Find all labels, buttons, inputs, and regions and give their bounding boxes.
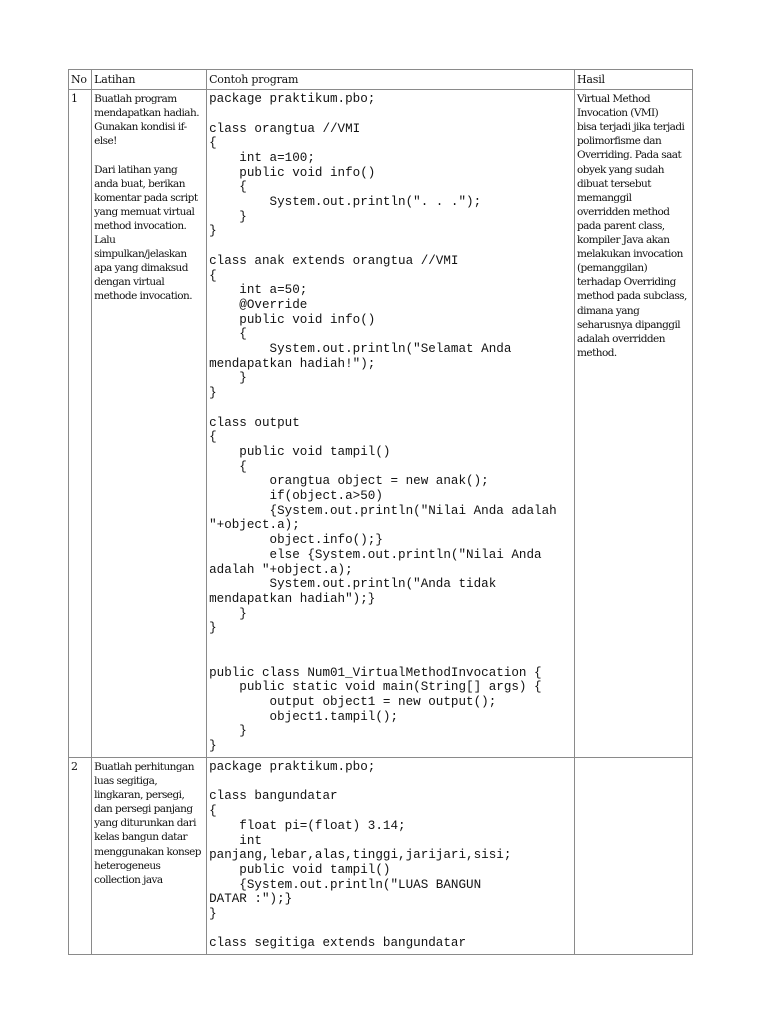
row-number: 1 xyxy=(71,92,78,106)
table-header-row xyxy=(69,70,693,90)
row-number: 2 xyxy=(71,760,78,774)
header-contoh-program: Contoh program xyxy=(207,70,575,90)
latihan-text: Buatlah program mendapatkan hadiah. Gunakan kondisi if- else! Dari latihan yang anda buat, berikan komentar pada script yang memuat virtual method invocation. Lalu simpulkan/jelaskan apa yang dimaksud dengan virtual methode invocation. xyxy=(94,93,200,303)
hasil-text: Virtual Method Invocation (VMI) bisa terjadi jika terjadi polimorfisme dan Overriding. Pada saat obyek yang sudah dibuat tersebut memanggil overridden method pada parent class, kompiler Java akan melakukan invocation (pemanggilan) terhadap Overriding method pada subclass, dimana yang seharusnya dipanggil adalah overridden method. xyxy=(577,93,687,359)
header-latihan: Latihan xyxy=(92,70,207,90)
latihan-text: Buatlah perhitungan luas segitiga, lingkaran, persegi, dan persegi panjang yang diturunkan dari kelas bangun datar menggunakan konsep heterogeneus collection java xyxy=(94,761,201,886)
table-row xyxy=(69,90,693,758)
exercise-table xyxy=(68,69,693,955)
code-sample: package praktikum.pbo; class orangtua //VMI { int a=100; public void info() { System.out.println(". . ."); } } class anak extends orangtua //VMI { int a=50; @Override public void info() { System.out.println("Selamat Anda mendapatkan hadiah!"); } } class output { public void tampil() { orangtua object = new anak(); if(object.a>50) {System.out.println("Nilai Anda adalah "+object.a); object.info();} else {System.out.println("Nilai Anda adalah "+object.a); System.out.println("Anda tidak mendapatkan hadiah");} } } public class Num01_VirtualMethodInvocation { public static void main(String[] args) { output object1 = new output(); object1.tampil(); } } xyxy=(209,92,557,754)
header-hasil: Hasil xyxy=(575,70,693,90)
code-sample: package praktikum.pbo; class bangundatar { float pi=(float) 3.14; int panjang,lebar,alas,tinggi,jarijari,sisi; public void tampil() {System.out.println("LUAS BANGUN DATAR :");} } class segitiga extends bangundatar xyxy=(209,760,512,951)
header-no: No xyxy=(69,70,92,90)
table-row xyxy=(69,758,693,955)
